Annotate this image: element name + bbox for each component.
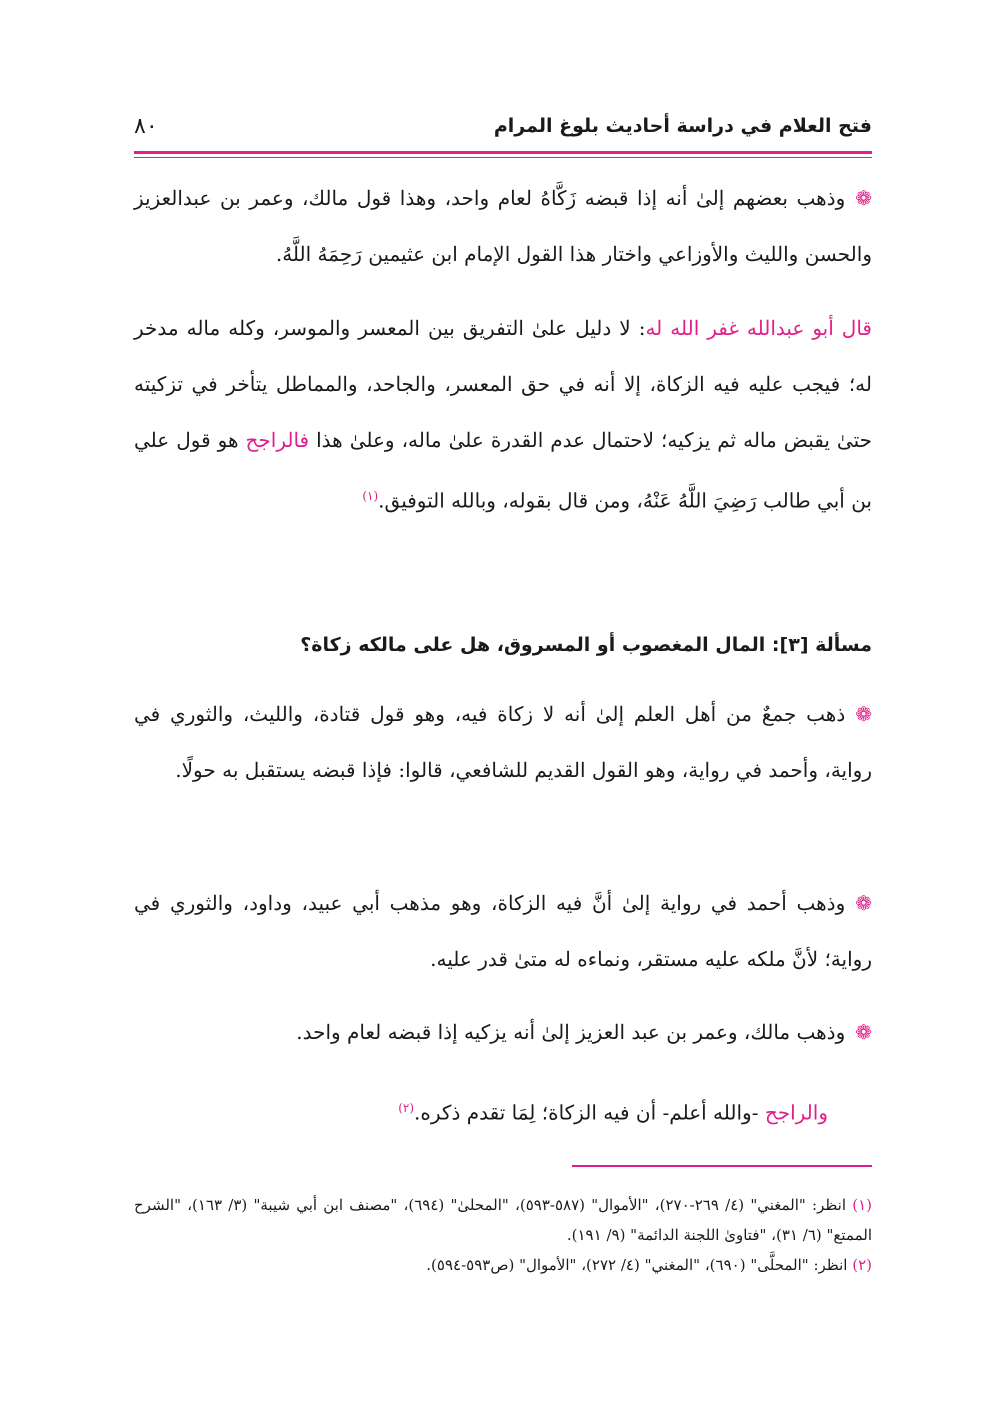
running-title: فتح العلام في دراسة أحاديث بلوغ المرام <box>493 115 872 137</box>
section-heading: مسألة [٣]: المال المغصوب أو المسروق، هل على مالكه زكاة؟ <box>300 634 872 656</box>
footnote-ref: (١) <box>362 489 379 503</box>
paragraph-1 <box>134 170 872 282</box>
footnote-2 <box>134 1250 872 1280</box>
footnotes <box>134 1190 872 1280</box>
paragraph-2 <box>134 300 872 529</box>
footnote-text: انظر: "المغني" (٤/ ٢٦٩-٢٧٠)، "الأموال" (٥٨٧-٥٩٣)، "المحلىٰ" (٦٩٤)، "مصنف ابن أبي شيبة" (٣/ ١٦٣)، "الشرح الممتع" (٦/ ٣١)، "فتاوىٰ اللجنة الدائمة" (٩/ ١٩١). <box>134 1196 872 1244</box>
footnote-number: (٢) <box>852 1256 872 1274</box>
flower-bullet-icon: ❁ <box>855 186 872 210</box>
bullet-paragraph-2 <box>134 875 872 987</box>
page-number: ٨٠ <box>134 113 158 139</box>
header-rule-thin <box>134 157 872 158</box>
preferred-opinion-label: فالراجح <box>245 428 310 452</box>
footnote-1 <box>134 1190 872 1250</box>
conclusion-paragraph <box>134 1080 872 1141</box>
paragraph-text: ذهب جمعٌ من أهل العلم إلىٰ أنه لا زكاة فيه، وهو قول قتادة، والليث، والثوري في رواية، وأحمد في رواية، وهو القول القديم للشافعي، قالوا: فإذا قبضه يستقبل به حولًا. <box>134 702 872 782</box>
footnote-number: (١) <box>852 1196 872 1214</box>
header-rule <box>134 151 872 154</box>
paragraph-text: : لا دليل علىٰ التفريق بين المعسر والموسر، وكله ماله مدخر له؛ فيجب عليه فيه الزكاة، إلا أنه في حق المعسر، والجاحد، والمماطل يتأخر في تزكيته حتىٰ يقبض ماله ثم يزكيه؛ لاحتمال عدم القدرة علىٰ ماله، وعلىٰ هذا <box>134 316 872 452</box>
footnote-ref: (٢) <box>398 1101 415 1115</box>
paragraph-text: هو قول علي بن أبي طالب رَضِيَ اللَّهُ عَنْهُ، ومن قال بقوله، وبالله التوفيق. <box>134 428 872 513</box>
footnote-separator <box>572 1165 872 1167</box>
page-header <box>134 108 872 144</box>
footnote-text: انظر: "المحلَّى" (٦٩٠)، "المغني" (٤/ ٢٧٢)، "الأموال" (ص٥٩٣-٥٩٤). <box>426 1256 848 1274</box>
preferred-opinion-label: والراجح <box>764 1100 828 1125</box>
flower-bullet-icon: ❁ <box>855 891 872 915</box>
paragraph-text: وذهب أحمد في رواية إلىٰ أنَّ فيه الزكاة، وهو مذهب أبي عبيد، وداود، والثوري في رواية؛ لأنَّ ملكه عليه مستقر، ونماءه له متىٰ قدر عليه. <box>134 891 872 971</box>
bullet-paragraph-3 <box>134 1004 872 1060</box>
author-note: قال أبو عبدالله غفر الله له <box>645 316 872 340</box>
paragraph-text: -والله أعلم- أن فيه الزكاة؛ لِمَا تقدم ذكره. <box>414 1100 765 1125</box>
paragraph-text: وذهب مالك، وعمر بن عبد العزيز إلىٰ أنه يزكيه إذا قبضه لعام واحد. <box>296 1020 846 1044</box>
paragraph-text: وذهب بعضهم إلىٰ أنه إذا قبضه زَكَّاهُ لعام واحد، وهذا قول مالك، وعمر بن عبدالعزيز والحسن والليث والأوزاعي واختار هذا القول الإمام ابن عثيمين رَحِمَهُ اللَّهُ. <box>134 186 872 266</box>
flower-bullet-icon: ❁ <box>855 702 872 726</box>
flower-bullet-icon: ❁ <box>855 1020 872 1044</box>
bullet-paragraph-1 <box>134 686 872 798</box>
